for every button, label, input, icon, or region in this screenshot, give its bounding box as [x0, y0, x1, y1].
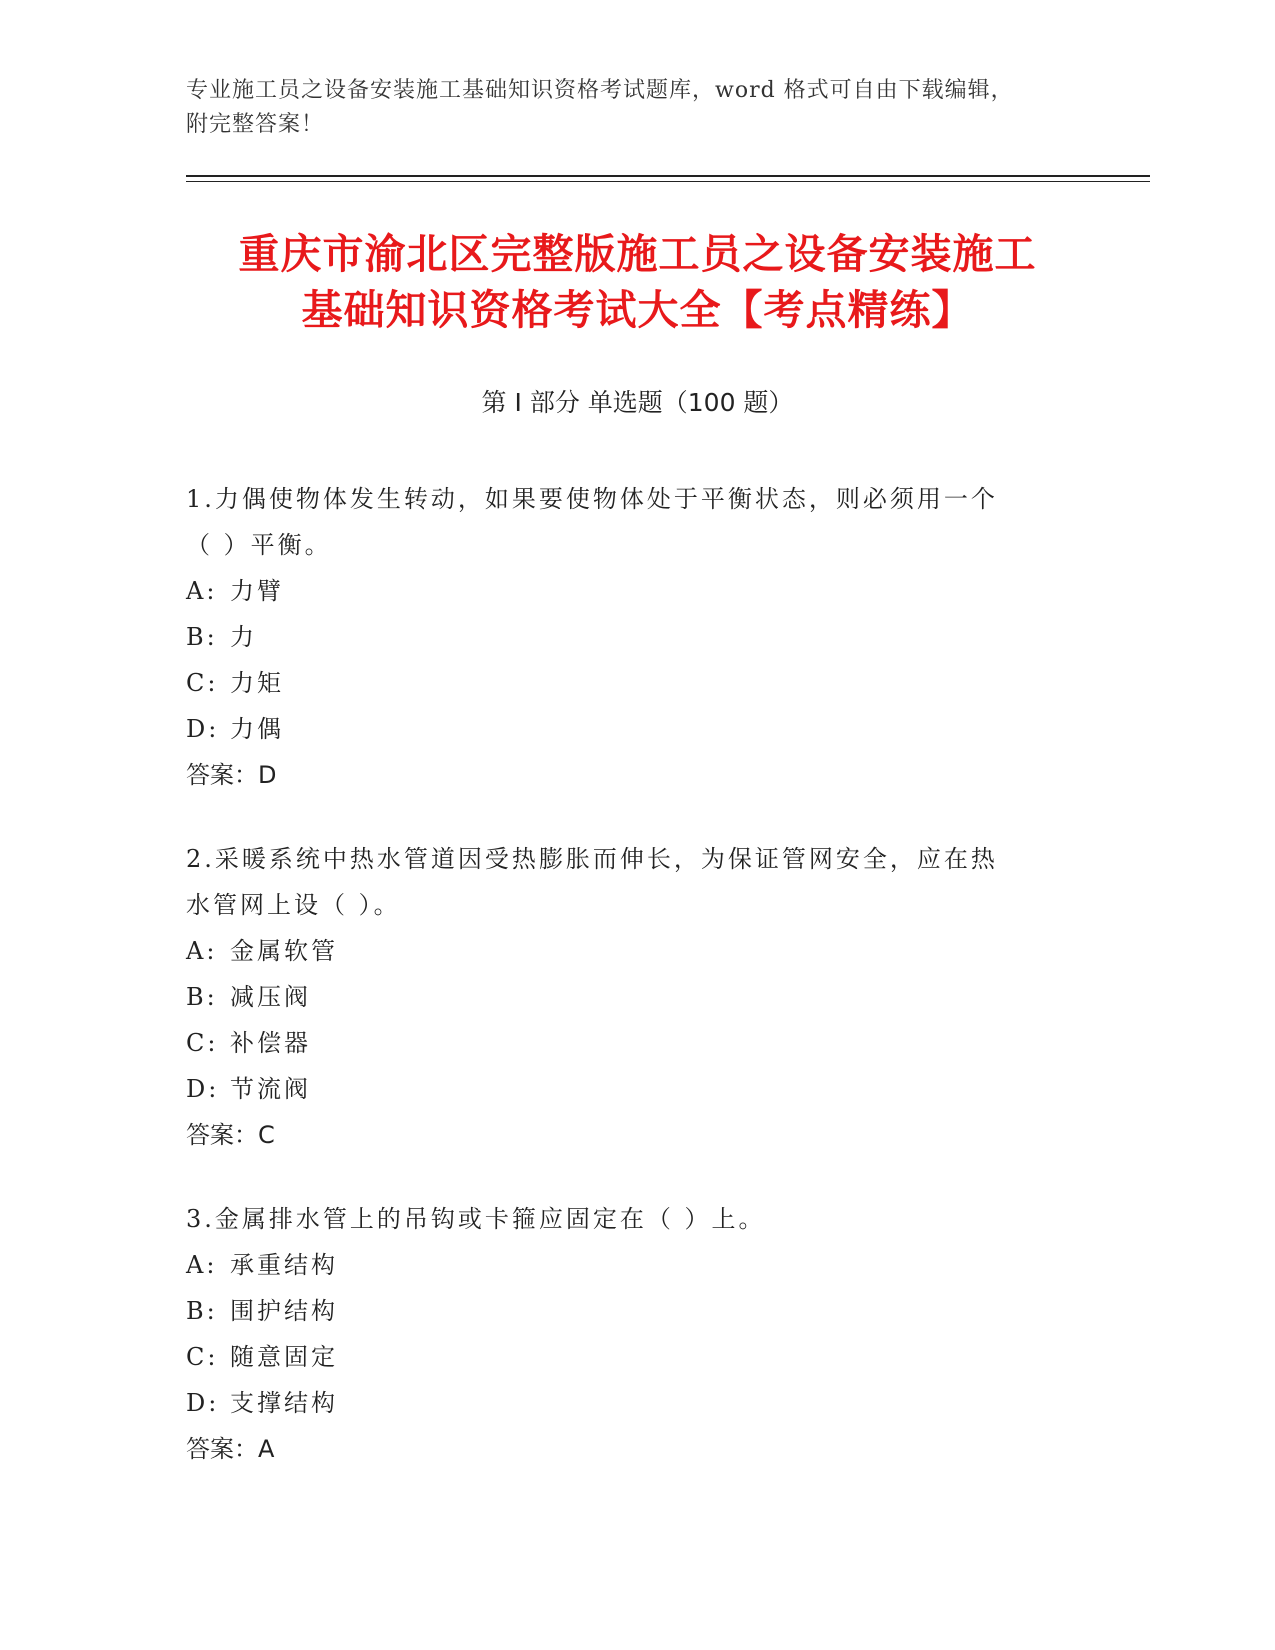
- question-list: [186, 476, 1066, 1510]
- option-text: 围护结构: [230, 1297, 338, 1325]
- option-c: [186, 660, 1066, 706]
- option-text: 随意固定: [230, 1343, 338, 1371]
- option-b: [186, 974, 1066, 1020]
- option-key: D:: [186, 715, 220, 743]
- option-key: C:: [186, 1343, 219, 1371]
- option-b: [186, 1288, 1066, 1334]
- document-title-line2: 基础知识资格考试大全【考点精练】: [301, 286, 974, 334]
- option-key: A:: [186, 1251, 218, 1279]
- question-stem-line1: 1.力偶使物体发生转动，如果要使物体处于平衡状态，则必须用一个: [186, 485, 998, 513]
- option-b: [186, 614, 1066, 660]
- option-d: [186, 1380, 1066, 1426]
- header-note-line2: 附完整答案！: [186, 112, 325, 137]
- option-key: A:: [186, 577, 218, 605]
- option-key: D:: [186, 1389, 220, 1417]
- header-note-line1: 专业施工员之设备安装施工基础知识资格考试题库，word 格式可自由下载编辑，: [186, 78, 1014, 103]
- section-title: 第 I 部分 单选题（100 题）: [481, 388, 794, 417]
- question-stem-line2: （ ）平衡。: [186, 531, 332, 559]
- option-key: B:: [186, 1297, 218, 1325]
- question-stem-line1: 2.采暖系统中热水管道因受热膨胀而伸长，为保证管网安全，应在热: [186, 845, 998, 873]
- answer-line: 答案：C: [186, 1121, 275, 1149]
- option-text: 补偿器: [230, 1029, 311, 1057]
- option-key: C:: [186, 669, 219, 697]
- option-key: B:: [186, 983, 218, 1011]
- option-c: [186, 1020, 1066, 1066]
- question-item: [186, 836, 1066, 1158]
- option-text: 金属软管: [230, 937, 338, 965]
- option-d: [186, 706, 1066, 752]
- option-text: 力: [230, 623, 257, 651]
- option-a: [186, 568, 1066, 614]
- option-text: 支撑结构: [230, 1389, 338, 1417]
- option-key: A:: [186, 937, 218, 965]
- option-key: D:: [186, 1075, 220, 1103]
- answer-line: 答案：A: [186, 1435, 275, 1463]
- option-text: 力臂: [230, 577, 284, 605]
- option-key: B:: [186, 623, 218, 651]
- option-a: [186, 928, 1066, 974]
- header-note: [186, 74, 1086, 142]
- option-c: [186, 1334, 1066, 1380]
- question-stem-line2: 水管网上设（ ）。: [186, 891, 401, 919]
- question-item: [186, 1196, 1066, 1472]
- document-title: [150, 226, 1125, 338]
- document-title-line1: 重庆市渝北区完整版施工员之设备安装施工: [238, 230, 1037, 278]
- header-divider-thin: [186, 181, 1150, 182]
- answer-line: 答案：D: [186, 761, 277, 789]
- question-item: [186, 476, 1066, 798]
- option-text: 减压阀: [230, 983, 311, 1011]
- option-d: [186, 1066, 1066, 1112]
- option-text: 力矩: [230, 669, 284, 697]
- option-text: 力偶: [230, 715, 284, 743]
- option-text: 承重结构: [230, 1251, 338, 1279]
- option-key: C:: [186, 1029, 219, 1057]
- question-stem-line1: 3.金属排水管上的吊钩或卡箍应固定在（ ）上。: [186, 1205, 766, 1233]
- option-a: [186, 1242, 1066, 1288]
- header-divider-thick: [186, 175, 1150, 177]
- option-text: 节流阀: [230, 1075, 311, 1103]
